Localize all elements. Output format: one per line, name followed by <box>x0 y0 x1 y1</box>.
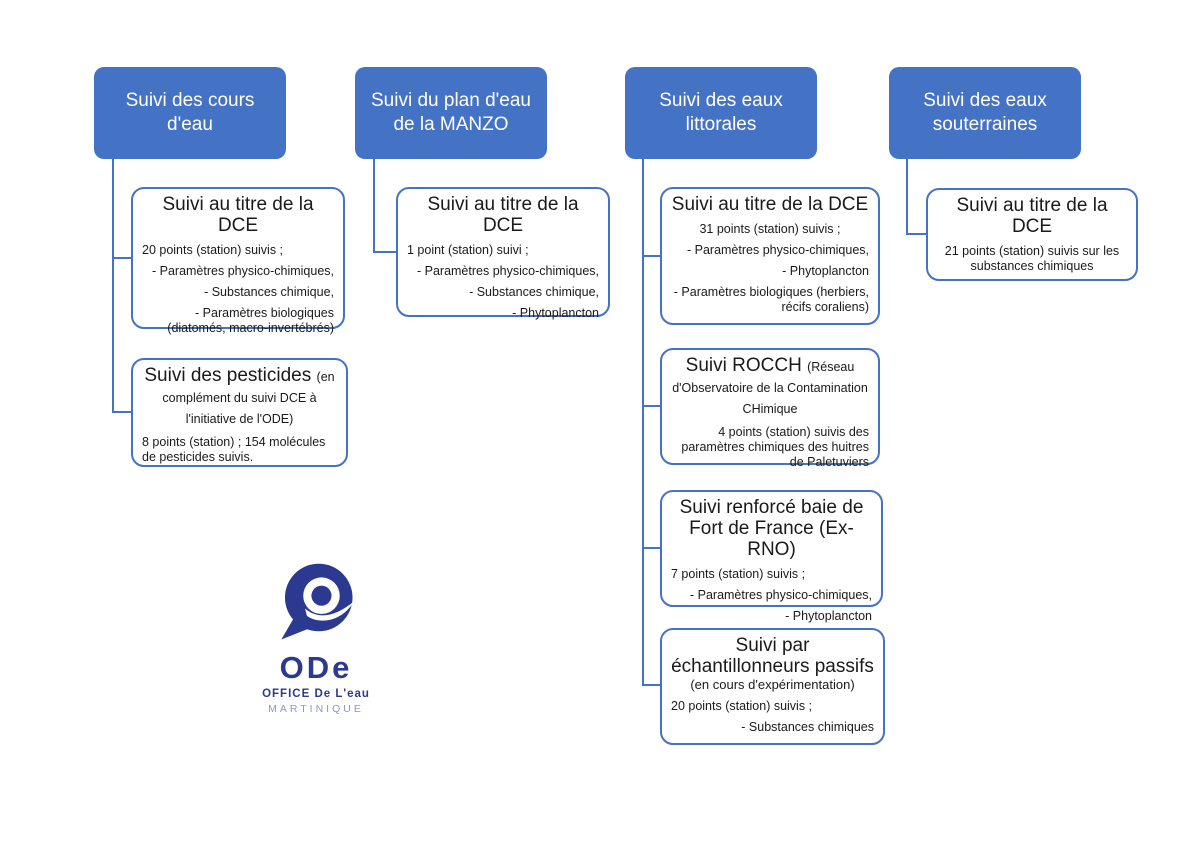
node-title: Suivi renforcé baie de Fort de France (Ex-RNO) <box>679 497 864 560</box>
node-title <box>671 356 869 419</box>
node-souterraines-dce <box>926 188 1138 281</box>
node-littorales-echantillonneurs <box>660 628 885 745</box>
node-line: 20 points (station) suivis ; <box>671 698 813 713</box>
node-line: - Paramètres biologiques (diatomés, macro-invertébrés) <box>167 305 334 335</box>
node-title: Suivi au titre de la DCE <box>427 194 579 236</box>
header-suivi-eaux-littorales: Suivi des eaux littorales <box>625 67 817 159</box>
header-suivi-plan-eau-manzo: Suivi du plan d'eau de la MANZO <box>355 67 547 159</box>
node-line: - Substances chimique, <box>469 284 599 299</box>
connector-col4-vertical <box>906 159 908 235</box>
node-line: 1 point (station) suivi ; <box>407 242 529 257</box>
connector-col1-stub-1 <box>112 257 131 259</box>
node-line: - Paramètres physico-chimiques, <box>689 587 872 602</box>
node-manzo-dce <box>396 187 610 320</box>
header-suivi-eaux-souterraines: Suivi des eaux souterraines <box>889 67 1081 159</box>
node-line: - Paramètres physico-chimiques, <box>416 263 599 278</box>
node-title: Suivi au titre de la DCE <box>671 194 869 215</box>
node-line: - Substances chimiques <box>741 719 874 734</box>
connector-col1-vertical <box>112 159 114 413</box>
connector-col3-stub-3 <box>642 547 660 549</box>
node-title-main: Suivi ROCCH <box>685 355 802 376</box>
connector-col2-vertical <box>373 159 375 253</box>
node-title <box>142 366 337 429</box>
connector-col4-stub-1 <box>906 233 926 235</box>
ode-logo-icon <box>270 561 362 645</box>
node-littorales-dce <box>660 187 880 325</box>
node-line: - Paramètres physico-chimiques, <box>686 242 869 257</box>
connector-col3-stub-4 <box>642 684 660 686</box>
ode-logo-region: MARTINIQUE <box>268 703 364 715</box>
header-suivi-cours-eau: Suivi des cours d'eau <box>94 67 286 159</box>
node-line: - Paramètres biologiques (herbiers, récifs coraliens) <box>673 284 869 314</box>
node-title: Suivi par échantillonneurs passifs <box>671 635 874 677</box>
node-littorales-ex-rno <box>660 490 883 623</box>
connector-col3-vertical <box>642 159 644 686</box>
node-line: - Paramètres physico-chimiques, <box>151 263 334 278</box>
connector-col2-stub-1 <box>373 251 396 253</box>
node-line: - Phytoplancton <box>782 263 869 278</box>
node-line: 7 points (station) suivis ; <box>671 566 806 581</box>
node-title: Suivi au titre de la DCE <box>956 195 1108 237</box>
node-title: Suivi au titre de la DCE <box>162 194 314 236</box>
node-line: - Phytoplancton <box>785 608 872 623</box>
node-line: 31 points (station) suivis ; <box>699 221 841 236</box>
node-littorales-rocch <box>660 348 880 469</box>
ode-logo <box>262 561 370 715</box>
node-line: 8 points (station) ; 154 molécules de pesticides suivis. <box>142 434 326 464</box>
node-line: 21 points (station) suivis sur les substances chimiques <box>944 243 1120 273</box>
connector-col3-stub-2 <box>642 405 660 407</box>
node-line: - Phytoplancton <box>512 305 599 320</box>
node-line: - Substances chimique, <box>204 284 334 299</box>
node-subtitle: (en cours d'expérimentation) <box>690 676 855 692</box>
node-cours-eau-dce <box>131 187 345 335</box>
node-title-suffix: (Réseau d'Observatoire de la Contamination CHimique <box>672 360 868 416</box>
node-line: 4 points (station) suivis des paramètres chimiques des huitres de Paletuviers <box>681 424 869 469</box>
connector-col1-stub-2 <box>112 411 131 413</box>
ode-logo-acronym: ODe <box>279 650 353 685</box>
node-cours-eau-pesticides <box>131 358 348 467</box>
node-title-suffix: (en complément du suivi DCE à l'initiative de l'ODE) <box>162 370 335 426</box>
node-line: 20 points (station) suivis ; <box>142 242 284 257</box>
node-title-main: Suivi des pesticides <box>144 365 312 386</box>
connector-col3-stub-1 <box>642 255 660 257</box>
ode-logo-org-name: OFFICE De L'eau <box>262 688 370 700</box>
